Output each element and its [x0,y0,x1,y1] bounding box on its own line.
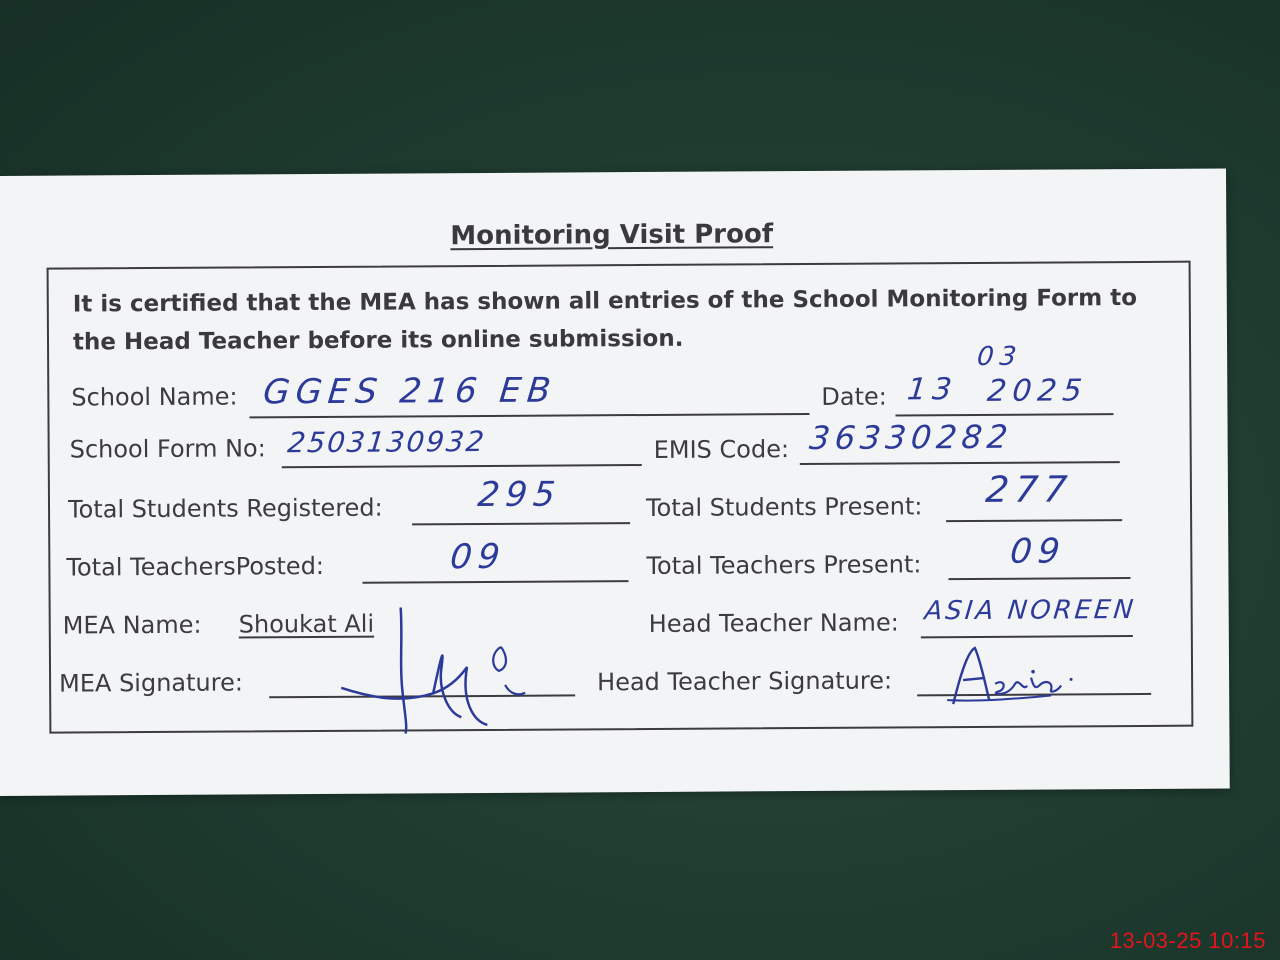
teachers-present-value: 09 [1008,531,1068,572]
school-name-label: School Name: [71,382,238,412]
form-box [47,261,1194,734]
students-present-label: Total Students Present: [645,492,923,522]
mea-signature-label: MEA Signature: [59,668,243,698]
students-registered-value: 295 [475,474,563,516]
students-present-line [946,519,1122,522]
emis-code-line [800,461,1120,465]
school-form-no-label: School Form No: [69,434,266,464]
date-day-value: 13 [905,372,960,408]
date-line [895,413,1113,416]
date-month-value: 03 [975,341,1024,372]
teachers-present-label: Total Teachers Present: [646,550,922,580]
head-teacher-signature-label: Head Teacher Signature: [597,666,893,697]
form-title: Monitoring Visit Proof [450,219,774,252]
date-year-value: 2025 [985,373,1090,409]
teachers-posted-line [362,580,628,584]
students-registered-label: Total Students Registered: [67,493,383,524]
school-form-no-value: 2503130932 [286,424,488,460]
emis-code-value: 36330282 [807,417,1015,458]
head-teacher-name-line [921,635,1133,638]
emis-code-label: EMIS Code: [653,435,790,464]
school-name-value: GGES 216 EB [261,370,559,413]
photo-timestamp: 13-03-25 10:15 [1109,928,1266,953]
head-teacher-signature-image [945,639,1085,710]
students-present-value: 277 [983,469,1075,511]
teachers-posted-value: 09 [448,536,508,578]
date-label: Date: [821,382,887,411]
students-registered-line [412,522,630,525]
teachers-present-line [948,577,1130,580]
head-teacher-name-label: Head Teacher Name: [648,608,899,638]
monitoring-visit-proof-card [0,168,1230,796]
school-name-line [249,413,809,418]
mea-signature-image [341,597,562,738]
teachers-posted-label: Total TeachersPosted: [66,551,325,582]
mea-name-value: Shoukat Ali [238,609,375,639]
certification-text: It is certified that the MEA has shown all entries of the School Monitoring Form to the Head Teacher before its online submission. [72,284,1138,356]
mea-name-label: MEA Name: [62,610,202,640]
school-form-no-line [282,464,642,468]
head-teacher-name-value: ASIA NOREEN [923,594,1138,627]
